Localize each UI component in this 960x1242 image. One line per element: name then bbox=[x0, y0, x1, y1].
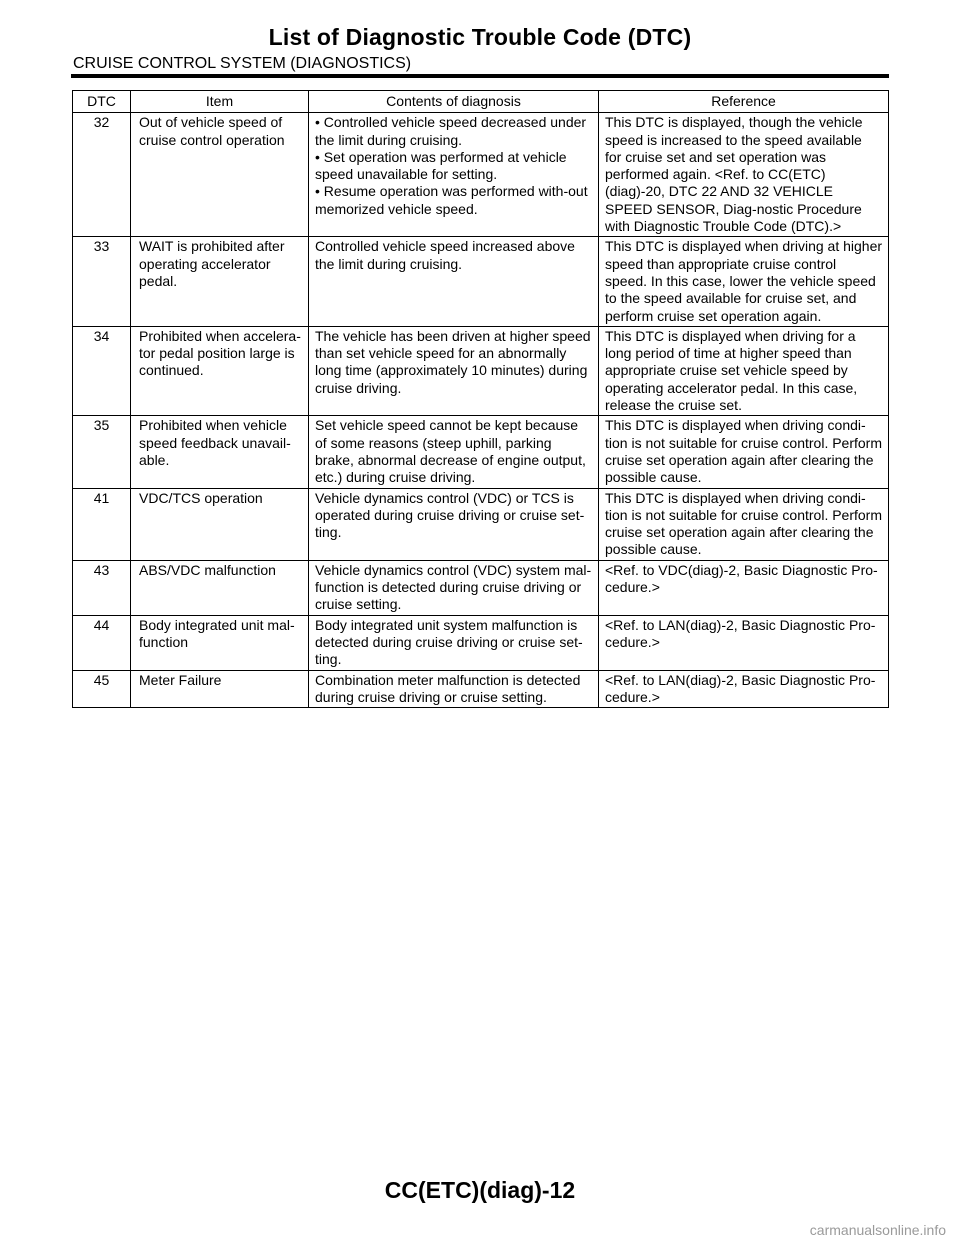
dtc-reference: This DTC is displayed when driving condi-tion is not suitable for cruise control. Perform cruise set operation again after clearing the possible cause. bbox=[599, 416, 889, 488]
dtc-code: 35 bbox=[73, 416, 131, 488]
dtc-item: WAIT is prohibited after operating accelerator pedal. bbox=[131, 237, 309, 326]
dtc-item: ABS/VDC malfunction bbox=[131, 560, 309, 615]
dtc-contents bbox=[309, 113, 599, 237]
dtc-reference: <Ref. to VDC(diag)-2, Basic Diagnostic Pro-cedure.> bbox=[599, 560, 889, 615]
table-row bbox=[73, 488, 889, 560]
page-title: List of Diagnostic Trouble Code (DTC) bbox=[268, 24, 692, 50]
page-number: CC(ETC)(diag)-12 bbox=[384, 1177, 576, 1203]
dtc-contents: Vehicle dynamics control (VDC) system mal-function is detected during cruise driving or cruise setting. bbox=[309, 560, 599, 615]
dtc-contents: Vehicle dynamics control (VDC) or TCS is operated during cruise driving or cruise set-ting. bbox=[309, 488, 599, 560]
column-header-item: Item bbox=[131, 91, 309, 113]
table-row bbox=[73, 560, 889, 615]
contents-bullet: • Controlled vehicle speed decreased under the limit during cruising. bbox=[315, 114, 587, 148]
dtc-contents: Combination meter malfunction is detected during cruise driving or cruise setting. bbox=[309, 670, 599, 708]
table-row bbox=[73, 416, 889, 488]
dtc-code: 43 bbox=[73, 560, 131, 615]
dtc-reference: This DTC is displayed when driving for a long period of time at higher speed than appropriate cruise set vehicle speed by operating accelerator pedal. In this case, release the cruise set. bbox=[599, 326, 889, 415]
dtc-reference: <Ref. to LAN(diag)-2, Basic Diagnostic Pro-cedure.> bbox=[599, 670, 889, 708]
dtc-item: Meter Failure bbox=[131, 670, 309, 708]
column-header-reference: Reference bbox=[599, 91, 889, 113]
dtc-contents: Controlled vehicle speed increased above the limit during cruising. bbox=[309, 237, 599, 326]
dtc-reference: <Ref. to LAN(diag)-2, Basic Diagnostic Pro-cedure.> bbox=[599, 615, 889, 670]
table-row bbox=[73, 670, 889, 708]
dtc-contents: Body integrated unit system malfunction is detected during cruise driving or cruise set-ting. bbox=[309, 615, 599, 670]
dtc-contents: The vehicle has been driven at higher speed than set vehicle speed for an abnormally long time (approximately 10 minutes) during cruise driving. bbox=[309, 326, 599, 415]
dtc-contents: Set vehicle speed cannot be kept because of some reasons (steep uphill, parking brake, abnormal decrease of engine output, etc.) during cruise driving. bbox=[309, 416, 599, 488]
dtc-item: Out of vehicle speed of cruise control operation bbox=[131, 113, 309, 237]
watermark-link[interactable]: carmanualsonline.info bbox=[809, 1222, 946, 1238]
table-row bbox=[73, 113, 889, 237]
contents-bullet: • Set operation was performed at vehicle speed unavailable for setting. bbox=[315, 148, 567, 183]
dtc-item: Prohibited when vehicle speed feedback unavail-able. bbox=[131, 416, 309, 488]
dtc-code: 32 bbox=[73, 113, 131, 237]
table-row bbox=[73, 237, 889, 326]
dtc-code: 33 bbox=[73, 237, 131, 326]
dtc-table bbox=[72, 90, 889, 708]
title-divider bbox=[71, 74, 889, 78]
contents-bullet: • Resume operation was performed with-out memorized vehicle speed. bbox=[315, 183, 588, 217]
column-header-dtc: DTC bbox=[73, 91, 131, 113]
dtc-code: 41 bbox=[73, 488, 131, 560]
column-header-contents: Contents of diagnosis bbox=[309, 91, 599, 113]
dtc-item: VDC/TCS operation bbox=[131, 488, 309, 560]
section-title: CRUISE CONTROL SYSTEM (DIAGNOSTICS) bbox=[73, 55, 412, 72]
table-row bbox=[73, 615, 889, 670]
dtc-code: 45 bbox=[73, 670, 131, 708]
dtc-code: 34 bbox=[73, 326, 131, 415]
dtc-code: 44 bbox=[73, 615, 131, 670]
table-header-row bbox=[73, 91, 889, 113]
dtc-reference: This DTC is displayed, though the vehicle speed is increased to the speed available for cruise set and set operation was performed again. <Ref. to CC(ETC)(diag)-20, DTC 22 AND 32 VEHICLE SPEED SENSOR, Diag-nostic Procedure with Diagnostic Trouble Code (DTC).> bbox=[599, 113, 889, 237]
dtc-item: Body integrated unit mal-function bbox=[131, 615, 309, 670]
dtc-item: Prohibited when accelera-tor pedal position large is continued. bbox=[131, 326, 309, 415]
dtc-reference: This DTC is displayed when driving at higher speed than appropriate cruise control speed. In this case, lower the vehicle speed to the speed available for cruise set, and perform cruise set operation again. bbox=[599, 237, 889, 326]
table-row bbox=[73, 326, 889, 415]
dtc-reference: This DTC is displayed when driving condi-tion is not suitable for cruise control. Perform cruise set operation again after clearing the possible cause. bbox=[599, 488, 889, 560]
